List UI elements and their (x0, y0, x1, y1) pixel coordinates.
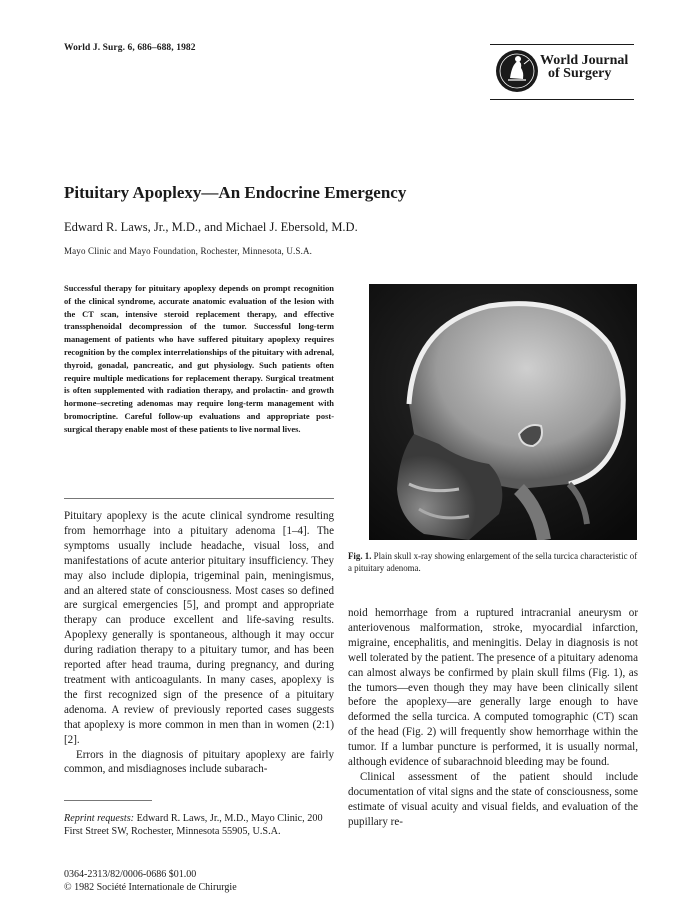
reprint-footnote (64, 812, 336, 839)
abstract-divider (64, 498, 334, 499)
body-column-left (64, 509, 334, 777)
figure-label: Fig. 1. (348, 551, 372, 561)
figure-caption-text: Plain skull x-ray showing enlargement of the sella turcica characteristic of a pituitary adenoma. (348, 551, 638, 574)
body-paragraph: Clinical assessment of the patient should include documentation of vital signs and the state of consciousness, some estimate of visual acuity and visual fields, and evaluation of the pupillary re- (348, 770, 638, 828)
journal-logo (490, 44, 634, 100)
skull-xray-image (369, 284, 637, 540)
article-authors: Edward R. Laws, Jr., M.D., and Michael J. Ebersold, M.D. (64, 220, 358, 234)
article-affiliation: Mayo Clinic and Mayo Foundation, Rochester, Minnesota, U.S.A. (64, 246, 313, 256)
skull-xray-figure (369, 284, 637, 540)
publication-footer (64, 868, 237, 894)
logo-line-2: of Surgery (548, 66, 612, 81)
issn-line: 0364-2313/82/0006-0686 $01.00 (64, 869, 197, 880)
footnote-divider (64, 800, 152, 801)
body-paragraph: Errors in the diagnosis of pituitary apoplexy are fairly common, and misdiagnoses include subarach- (64, 748, 334, 776)
footnote-text: Edward R. Laws, Jr., M.D., Mayo Clinic, 200 First Street SW, Rochester, Minnesota 55905, U.S.A. (64, 813, 323, 838)
footnote-label: Reprint requests: (64, 813, 135, 824)
journal-seal-icon (494, 48, 540, 94)
body-column-right (348, 606, 638, 830)
journal-citation: World J. Surg. 6, 686–688, 1982 (64, 43, 196, 53)
body-paragraph: noid hemorrhage from a ruptured intracranial aneurysm or anteriovenous malformation, stroke, myocardial infarction, migraine, encephalitis, and meningitis. Delay in diagnosis is not well tolerated by the patient. The presence of a pituitary adenoma can almost always be confirmed by plain skull films (Fig. 1), as the tumors—even though they may have been clinically silent before the apoplexy—are generally large enough to have deformed the sella turcica. A computed tomographic (CT) scan of the head (Fig. 2) will frequently show hemorrhage within the tumor. If a lumbar puncture is performed, it is usually normal, although evidence of subarachnoid bleeding may be found. (348, 607, 638, 769)
journal-logo-text (540, 54, 628, 80)
body-paragraph: Pituitary apoplexy is the acute clinical syndrome resulting from hemorrhage into a pituitary adenoma [1–4]. The symptoms usually include headache, visual loss, and manifestations of acute anterior pituitary insufficiency. They may also include diplopia, trigeminal pain, meningismus, and an altered state of consciousness. Most cases so defined are surgical emergencies [5], and prompt and appropriate therapy can produce excellent and life-saving results. Apoplexy generally is spontaneous, although it may occur during radiation therapy to a pituitary tumor, and has been reported after head trauma, during pregnancy, and during treatment with anticoagulants. In many cases, apoplexy is the first recognized sign of the presence of a pituitary adenoma. A review of previously reported cases suggests that apoplexy is more common in men than in women (2:1) [2]. (64, 510, 334, 746)
logo-line-1: World Journal (540, 53, 629, 68)
copyright-line: © 1982 Société Internationale de Chirurgie (64, 882, 237, 893)
article-title: Pituitary Apoplexy—An Endocrine Emergency (64, 183, 407, 202)
figure-caption (348, 550, 638, 575)
abstract: Successful therapy for pituitary apoplexy depends on prompt recognition of the clinical syndrome, accurate anatomic evaluation of the lesion with the CT scan, intensive steroid replacement therapy, and effective transsphenoidal decompression of the tumor. Successful long-term management of patients who have suffered pituitary apoplexy requires recognition by the complex interrelationships of the pituitary with adrenal, thyroid, gonadal, pancreatic, and gut physiology. Such patients often require multiple medications for replacement therapy. Surgical treatment is often supplemented with radiation therapy, and prolactin- and growth hormone–secreting adenomas may require long-term management with bromocriptine. Careful follow-up evaluations and appropriate post-surgical therapy enable most of these patients to live normal lives. (64, 283, 334, 434)
